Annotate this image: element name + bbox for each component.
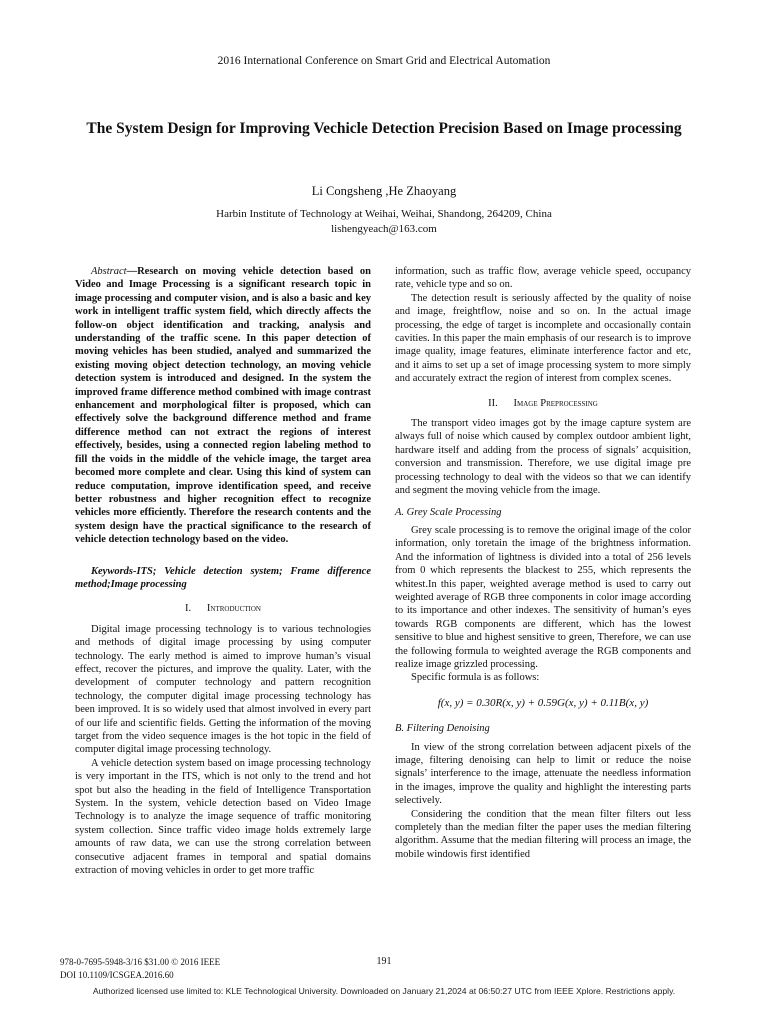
footer-doi: DOI 10.1109/ICSGEA.2016.60 bbox=[60, 969, 174, 980]
paper-title: The System Design for Improving Vechicle Detection Precision Based on Image processing bbox=[86, 120, 682, 137]
section-title: Image Preprocessing bbox=[513, 397, 598, 409]
affiliation: Harbin Institute of Technology at Weihai, Weihai, Shandong, 264209, China bbox=[216, 208, 552, 220]
subsectionB-paragraph-2: Considering the condition that the mean filter filters out less completely than the median filter the paper uses the median filtering algorithm. Assume that the median filtering will process an image, the mobile windowis first identified bbox=[395, 808, 691, 860]
section-heading-image-preprocessing bbox=[395, 397, 691, 410]
abstract-lead: Abstract bbox=[91, 266, 127, 277]
intro-paragraph-1: Digital image processing technology is to various technologies and methods of digital image processing by using computer technology. The early method is aimed to improve human’s visual effect, recover the pictures, and improve the quality. Later, with the development of computer technology and pattern recognition technology, the computer digital image processing technology has been improved. It is so widely used that almost involved in every part of our life and scientific fields. Getting the information of the moving target from the video sequence images is the hot topic in the field of computer digital image processing technology. bbox=[75, 623, 371, 756]
abstract bbox=[75, 265, 371, 547]
subsection-heading-filtering: B. Filtering Denoising bbox=[395, 723, 490, 735]
license-notice: Authorized licensed use limited to: KLE Technological University. Downloaded on January 21,2024 at 06:50:27 UTC from IEEE Xplore. Restrictions apply. bbox=[92, 986, 676, 996]
authors: Li Congsheng ,He Zhaoyang bbox=[311, 184, 457, 198]
right-paragraph-2: The detection result is seriously affected by the quality of noise and image, freightflow, noise and so on. In the actual image processing, the edge of target is incomplete and occasionally contain cavities. In this paper the main emphasis of our research is to improve image quality, image features, eliminate interference factor and etc, and it aims to set up a set of image processing system to more simply and accurately extract the region of interest from complex scenes. bbox=[395, 292, 691, 385]
section-number: II. bbox=[488, 397, 498, 409]
subsectionB-paragraph-1: In view of the strong correlation between adjacent pixels of the image, filtering denoising can help to limit or reduce the noise signals’ interference to the image, attenuate the needless information in the images, improve the quality and highlight the interesting parts selectively. bbox=[395, 741, 691, 807]
page-number: 191 bbox=[376, 956, 392, 967]
subsectionA-paragraph-1: Grey scale processing is to remove the original image of the color information, only toretain the image of the brightness information. And the information of lightness is divided into a total of 256 levels from 0 which represents the blackest to 255, which represents the whitest.In this paper, weighted average method is used to carry out weighted average of RGB three components in color image according to its importance and other indexes. The sensitivity of human’s eyes towards RGB components are different, which has the lowest sensitive to blue and highest sensitive to green, Therefore, we can use the following formula to weighted average the RGB components and realize image grizzled processing. bbox=[395, 524, 691, 670]
section-number: I. bbox=[185, 603, 192, 615]
conference-header: 2016 International Conference on Smart Grid and Electrical Automation bbox=[217, 55, 551, 67]
left-column bbox=[75, 265, 371, 877]
grey-scale-formula: f(x, y) = 0.30R(x, y) + 0.59G(x, y) + 0.11B(x, y) bbox=[437, 696, 649, 709]
author-email: lishengyeach@163.com bbox=[331, 223, 437, 235]
intro-paragraph-2: A vehicle detection system based on image processing technology is very important in the ITS, which is not only to the trend and hot spot but also the heading in the field of Intelligence Transportation System. In the system, vehicle detection based on Video Image Technology is to analyze the image sequence of traffic monitoring system collection. Since traffic video image holds extremely large amounts of raw data, we can use the strong correlation between consecutive adjacent frames in temporal and spatial domains extraction of moving vehicles in order to get more traffic bbox=[75, 757, 371, 877]
section-title: Introduction bbox=[206, 603, 261, 615]
keywords: Keywords-ITS; Vehicle detection system; Frame difference method;Image processing bbox=[75, 565, 371, 590]
subsectionA-paragraph-2: Specific formula is as follows: bbox=[411, 672, 540, 684]
right-paragraph-1: information, such as traffic flow, average vehicle speed, occupancy rate, vehicle type and so on. bbox=[395, 266, 691, 291]
section-heading-introduction bbox=[75, 602, 371, 615]
abstract-body: —Research on moving vehicle detection based on Video and Image Processing is a significant research topic in image processing and computer vision, and is also a basic and key work in intelligent traffic system field, which directly affects the follow-on object identification and tracking, analysis and understanding of the traffic scene. In this paper detection of moving vehicles has been studied, analyed and summarized the existing moving object detection technology, an moving vehicle detection system is introduced and designed. In the system the improved frame difference method combined with image contrast enhancement and morphological filter is proposed, which can effectively solve the background difference method and frame difference method can not extract the regions of interest effectively, besides, using a connected region labeling method to fill the voids in the middle of the vehicle image, the target area becomed more complete and clear. Using this kind of system can reduce computation, improve identification speed, and receive better robustness and higher recognition effect to recognize vehicles more efficiently. Therefore the research contents and the system design have the practical significance to the research of vehicle detection technology based on the video. bbox=[75, 266, 371, 546]
subsection-heading-grey-scale: A. Grey Scale Processing bbox=[395, 506, 502, 518]
right-column bbox=[395, 265, 691, 861]
affiliation-block bbox=[0, 207, 768, 237]
section2-paragraph-1: The transport video images got by the image capture system are always full of noise which caused by complex outdoor ambient light, hardware itself and adding from the process of signals’ acquisition, conversion and transmission. Therefore, we use digital image pre processing technology to deal with the videos so that we can identify and segment the moving vehicle from the image. bbox=[395, 418, 691, 497]
footer-isbn: 978-0-7695-5948-3/16 $31.00 © 2016 IEEE bbox=[60, 957, 221, 967]
